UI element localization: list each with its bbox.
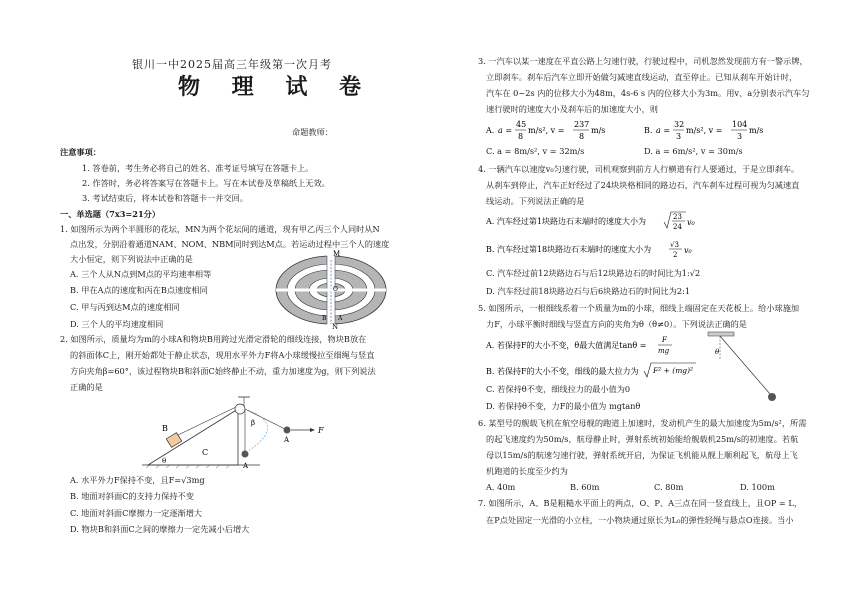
q6-option-a: A. 40m	[486, 482, 516, 492]
notes-heading: 注意事项：	[60, 147, 101, 157]
svg-text:2: 2	[673, 251, 678, 259]
fig-label-m: M	[333, 250, 341, 258]
q7-stem: 在P点处固定一光滑的小立柱，一小物块通过原长为L₀的弹性轻绳与悬点O连接。当小	[486, 515, 794, 525]
q1-stem: 点出发，分别沿着通道NAM、NOM、NBM同时到达M点。若运动过程中三个人的速度	[70, 239, 390, 249]
q3-stem: 速行驶时的速度大小及刹车后的加速度大小，则	[486, 104, 658, 114]
svg-text:23: 23	[673, 213, 682, 221]
q3-options-ab	[486, 118, 816, 144]
svg-text:F: F	[662, 336, 667, 344]
svg-text:v₀: v₀	[687, 218, 695, 227]
q3-stem: 立即刹车。刹车后汽车立即开始做匀减速直线运动，直至停止。已知从刹车开始计时，	[486, 72, 798, 82]
fig-label-b: B	[322, 315, 327, 322]
fig-label-a: A	[338, 315, 343, 322]
svg-text:B. 汽车经过第18块路边石末端时的速度大小为: B. 汽车经过第18块路边石末端时的速度大小为	[486, 245, 652, 254]
q2-option-a: A. 水平外力F保持不变，且F=√3mg	[70, 475, 205, 485]
q6-option-c: C. 80m	[654, 482, 684, 492]
q2-stem: 的斜面体C上，刚开始都处于静止状态，现用水平外力F将A小球缓慢拉至细绳与竖直	[70, 350, 375, 360]
svg-text:32: 32	[674, 120, 685, 129]
q5-stem: 5. 如图所示，一根细线系着一个质量为m的小球，细线上端固定在天花板上。给小球施加	[478, 303, 800, 313]
fig-label-a: A	[243, 462, 249, 470]
q6-stem: 6. 某型号的舰载飞机在航空母舰的跑道上加速时，发动机产生的最大加速度为5m/s²，所需	[478, 418, 807, 428]
svg-text:45: 45	[516, 120, 527, 129]
author-line: 命题教师：	[292, 127, 333, 137]
q3-option-d: D. a = 6m/s², v = 30m/s	[644, 146, 743, 156]
q6-stem: 机跑道的长度至少约为	[486, 466, 568, 476]
q5-option-a	[486, 332, 726, 358]
svg-text:3: 3	[676, 132, 682, 141]
q2-option-c: C. 地面对斜面C摩擦力一定逐渐增大	[70, 508, 203, 518]
svg-text:A. 若保持F的大小不变，θ最大值满足tanθ =: A. 若保持F的大小不变，θ最大值满足tanθ =	[486, 341, 647, 350]
svg-text:B.: B.	[644, 126, 653, 135]
q5-option-d: D. 若保持θ不变，力F的最小值为 mgtanθ	[486, 401, 641, 411]
q4-stem: 4. 一辆汽车以速度v₀匀速行驶，司机观察到前方人行横道有行人要通过，于是立即刹车。	[478, 164, 800, 174]
q4-option-a	[486, 208, 816, 234]
q1-garden-figure	[272, 246, 390, 330]
q2-stem: 正确的是	[70, 382, 103, 392]
q7-stem: 7. 如图所示，A、B是粗糙水平面上的两点，O、P、A三点在同一竖直线上，且OP = L，	[478, 498, 803, 508]
svg-text:A.: A.	[486, 126, 495, 135]
q6-stem: 母以15m/s的航速匀速行驶，弹射系统开启，为保证飞机能从舰上顺利起飞，航母上飞	[486, 450, 798, 460]
svg-text:A. 汽车经过第1块路边石末端时的速度大小为: A. 汽车经过第1块路边石末端时的速度大小为	[486, 217, 646, 226]
fig-label-n: N	[332, 323, 339, 330]
svg-text:8: 8	[579, 132, 585, 141]
svg-text:104: 104	[732, 120, 748, 129]
q2-stem: 2. 如图所示，质量均为m的小球A和物块B用跨过光滑定滑轮的细线连接，物块B放在	[60, 334, 367, 344]
q2-incline-figure	[140, 395, 330, 473]
fig-label-c: C	[202, 448, 209, 457]
q3-option-c: C. a = 8m/s², v = 32m/s	[486, 146, 585, 156]
svg-text:8: 8	[518, 132, 524, 141]
q5-pendulum-figure	[706, 330, 806, 414]
note-item: 2. 作答时，务必将答案写在答题卡上。写在本试卷及草稿纸上无效。	[82, 178, 330, 188]
q5-stem: 力F，小球平衡时细线与竖直方向的夹角为θ（θ≠0）。下列说法正确的是	[486, 319, 747, 329]
section-heading: 一、单选题（7x3=21分）	[60, 209, 161, 219]
q6-option-b: B. 60m	[570, 482, 600, 492]
svg-text:B. 若保持F的大小不变，细线的最大拉力为: B. 若保持F的大小不变，细线的最大拉力为	[486, 367, 639, 376]
q6-stem: 的起飞速度约为50m/s，航母静止时，弹射系统初始能给舰载机25m/s的初速度。若航	[486, 434, 799, 444]
svg-text:237: 237	[574, 120, 590, 129]
fig-label-theta: θ	[715, 348, 720, 356]
fig-label-beta: β	[251, 419, 256, 427]
note-item: 3. 考试结束后，将本试卷和答题卡一并交回。	[82, 193, 248, 203]
q4-option-d: D. 汽车经过前18块路边石与后6块路边石的时间比为2:1	[486, 286, 691, 296]
q5-option-c: C. 若保持θ不变，细线拉力的最小值为0	[486, 384, 631, 394]
svg-text:a =: a =	[498, 126, 513, 135]
q1-option-c: C. 甲与丙到达M点的速度相同	[70, 302, 180, 312]
svg-text:24: 24	[673, 223, 682, 231]
note-item: 1. 答卷前，考生务必将自己的姓名、准考证号填写在答题卡上。	[82, 163, 314, 173]
q2-option-d: D. 物块B和斜面C之间的摩擦力一定先减小后增大	[70, 524, 250, 534]
q4-option-b	[486, 236, 816, 262]
q1-stem: 大小恒定，则下列说法中正确的是	[70, 254, 193, 264]
fig-label-o: O	[333, 286, 338, 293]
svg-text:m/s², v =: m/s², v =	[686, 126, 723, 135]
q3-stem: 汽车在 0~2s 内的位移大小为48m，4s-6 s 内的位移大小为3m。用v、a分别表示汽车匀	[486, 88, 810, 98]
fig-label-b: B	[162, 424, 168, 433]
fig-label-a: A	[284, 436, 290, 444]
school-header: 银川一中2025届高三年级第一次月考	[132, 58, 332, 71]
q6-option-d: D. 100m	[740, 482, 775, 492]
page-title: 物 理 试 卷	[178, 74, 373, 100]
svg-text:F² + (mg)²: F² + (mg)²	[653, 366, 694, 375]
q1-option-d: D. 三个人的平均速度相同	[70, 319, 164, 329]
q2-option-b: B. 地面对斜面C的支持力保持不变	[70, 491, 194, 501]
svg-text:a =: a =	[656, 126, 671, 135]
q3-stem: 3. 一汽车以某一速度在平直公路上匀速行驶，行驶过程中，司机忽然发现前方有一警示牌，	[478, 56, 808, 66]
q1-option-a: A. 三个人从N点到M点的平均速率相等	[70, 269, 212, 279]
svg-text:m/s: m/s	[749, 126, 764, 135]
q1-option-b: B. 甲在A点的速度和丙在B点速度相同	[70, 285, 208, 295]
q1-stem: 1. 如图所示为两个半圆形的花坛，MN为两个花坛间的通道，现有甲乙丙三个人同时从N	[60, 224, 380, 234]
svg-text:3: 3	[737, 132, 743, 141]
svg-text:v₀: v₀	[684, 246, 692, 255]
svg-text:m/s: m/s	[591, 126, 606, 135]
fig-label-f: F	[318, 426, 324, 435]
svg-text:m/s², v =: m/s², v =	[528, 126, 565, 135]
q2-stem: 方向夹角β=60°，该过程物块B和斜面C始终静止不动，重力加速度为g，则下列说法	[70, 366, 376, 376]
q4-option-c: C. 汽车经过前12块路边石与后12块路边石的时间比为1:√2	[486, 268, 701, 278]
svg-text:√3: √3	[670, 241, 679, 249]
fig-label-theta: θ	[162, 457, 167, 465]
q5-option-b	[486, 360, 726, 382]
svg-text:mg: mg	[658, 347, 670, 355]
q4-stem: 线运动。下列说法正确的是	[486, 196, 585, 206]
q4-stem: 从刹车到停止，汽车正好经过了24块块格相同的路边石，汽车刹车过程可视为匀减速直	[486, 180, 800, 190]
